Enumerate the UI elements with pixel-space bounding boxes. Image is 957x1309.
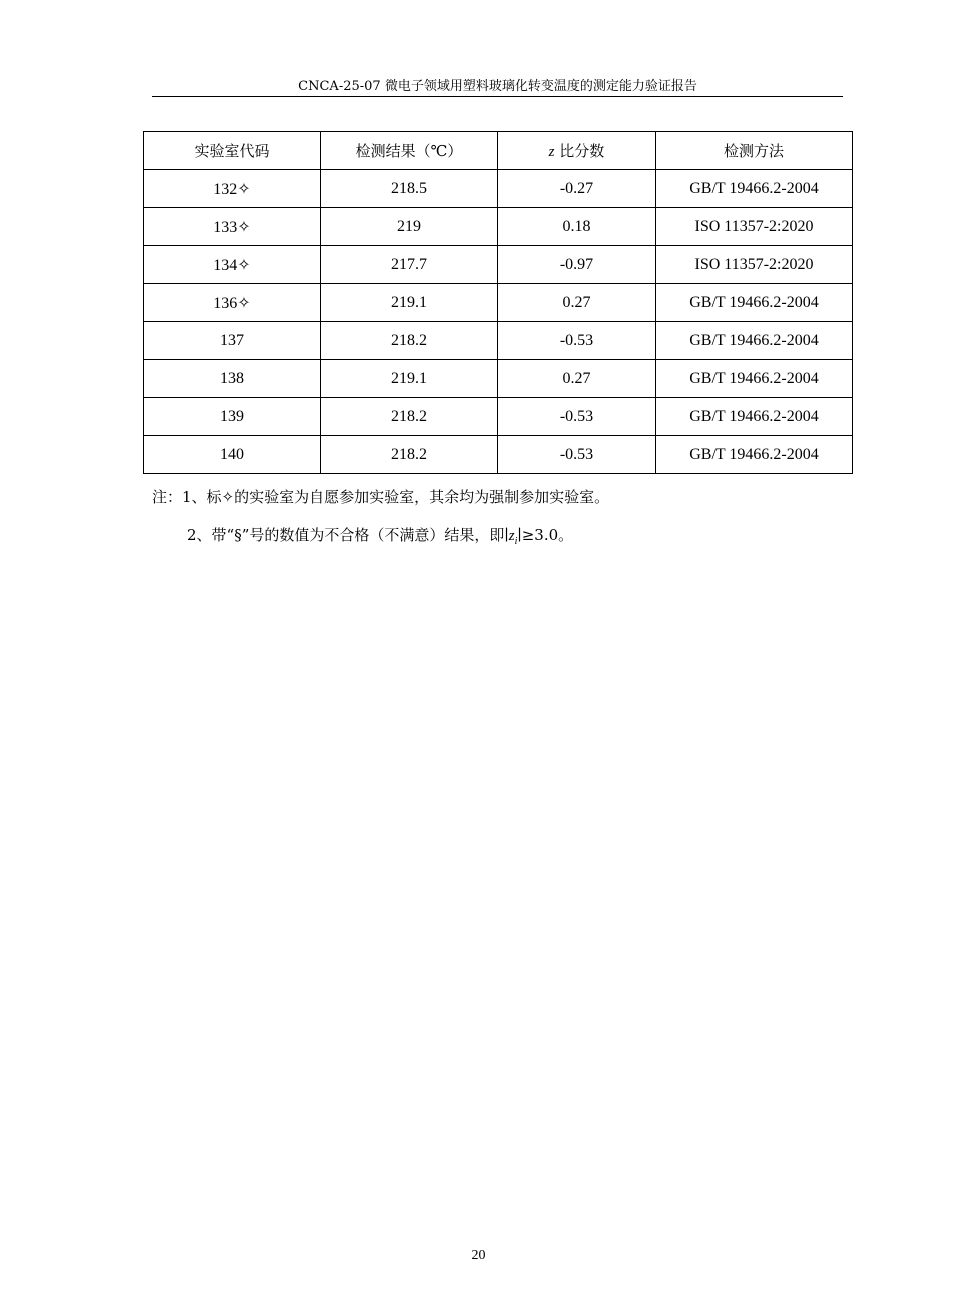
table-row xyxy=(144,284,853,322)
table-row xyxy=(144,170,853,208)
lab-code-cell: 137 xyxy=(144,322,321,360)
lab-code-cell: 132✧ xyxy=(144,170,321,208)
method-cell: ISO 11357-2:2020 xyxy=(656,246,853,284)
z-score-cell: -0.53 xyxy=(498,322,656,360)
footnote-voluntary-labs: 注：1、标✧的实验室为自愿参加实验室，其余均为强制参加实验室。 xyxy=(152,488,610,506)
table-row xyxy=(144,208,853,246)
method-cell: GB/T 19466.2-2004 xyxy=(656,436,853,474)
page-header: CNCA-25-07 微电子领域用塑料玻璃化转变温度的测定能力验证报告 xyxy=(298,79,697,94)
lab-code-cell: 140 xyxy=(144,436,321,474)
z-score-cell: 0.18 xyxy=(498,208,656,246)
lab-code-cell: 136✧ xyxy=(144,284,321,322)
table-row xyxy=(144,398,853,436)
method-cell: GB/T 19466.2-2004 xyxy=(656,170,853,208)
results-table xyxy=(143,131,853,474)
column-header-z-score xyxy=(498,132,656,170)
result-cell: 217.7 xyxy=(321,246,498,284)
result-cell: 218.2 xyxy=(321,398,498,436)
lab-code-cell: 133✧ xyxy=(144,208,321,246)
result-cell: 219.1 xyxy=(321,360,498,398)
column-header-method: 检测方法 xyxy=(656,132,853,170)
z-symbol: z xyxy=(548,144,555,160)
footnote-unsatisfactory xyxy=(187,525,573,552)
result-cell: 218.2 xyxy=(321,436,498,474)
z-subscript: i xyxy=(514,536,518,547)
result-cell: 218.5 xyxy=(321,170,498,208)
z-score-cell: 0.27 xyxy=(498,284,656,322)
table-row xyxy=(144,322,853,360)
result-cell: 218.2 xyxy=(321,322,498,360)
lab-code-cell: 139 xyxy=(144,398,321,436)
z-score-cell: -0.53 xyxy=(498,398,656,436)
method-cell: ISO 11357-2:2020 xyxy=(656,208,853,246)
lab-code-cell: 134✧ xyxy=(144,246,321,284)
z-score-cell: -0.53 xyxy=(498,436,656,474)
table-row xyxy=(144,436,853,474)
z-score-cell: -0.27 xyxy=(498,170,656,208)
z-score-cell: 0.27 xyxy=(498,360,656,398)
page-number: 20 xyxy=(471,1248,486,1263)
z-score-label: 比分数 xyxy=(559,142,605,160)
method-cell: GB/T 19466.2-2004 xyxy=(656,360,853,398)
lab-code-cell: 138 xyxy=(144,360,321,398)
table-header-row xyxy=(144,132,853,170)
z-score-cell: -0.97 xyxy=(498,246,656,284)
method-cell: GB/T 19466.2-2004 xyxy=(656,322,853,360)
column-header-result: 检测结果（℃） xyxy=(321,132,498,170)
method-cell: GB/T 19466.2-2004 xyxy=(656,284,853,322)
result-cell: 219 xyxy=(321,208,498,246)
footnote-text-suffix: ∣≥3.0。 xyxy=(517,526,574,544)
z-variable: z xyxy=(508,528,515,544)
footnote-text-prefix: 2、带“§”号的数值为不合格（不满意）结果，即∣ xyxy=(187,526,509,544)
table-row xyxy=(144,360,853,398)
method-cell: GB/T 19466.2-2004 xyxy=(656,398,853,436)
table-row xyxy=(144,246,853,284)
header-rule xyxy=(152,96,843,97)
result-cell: 219.1 xyxy=(321,284,498,322)
column-header-lab-code: 实验室代码 xyxy=(144,132,321,170)
